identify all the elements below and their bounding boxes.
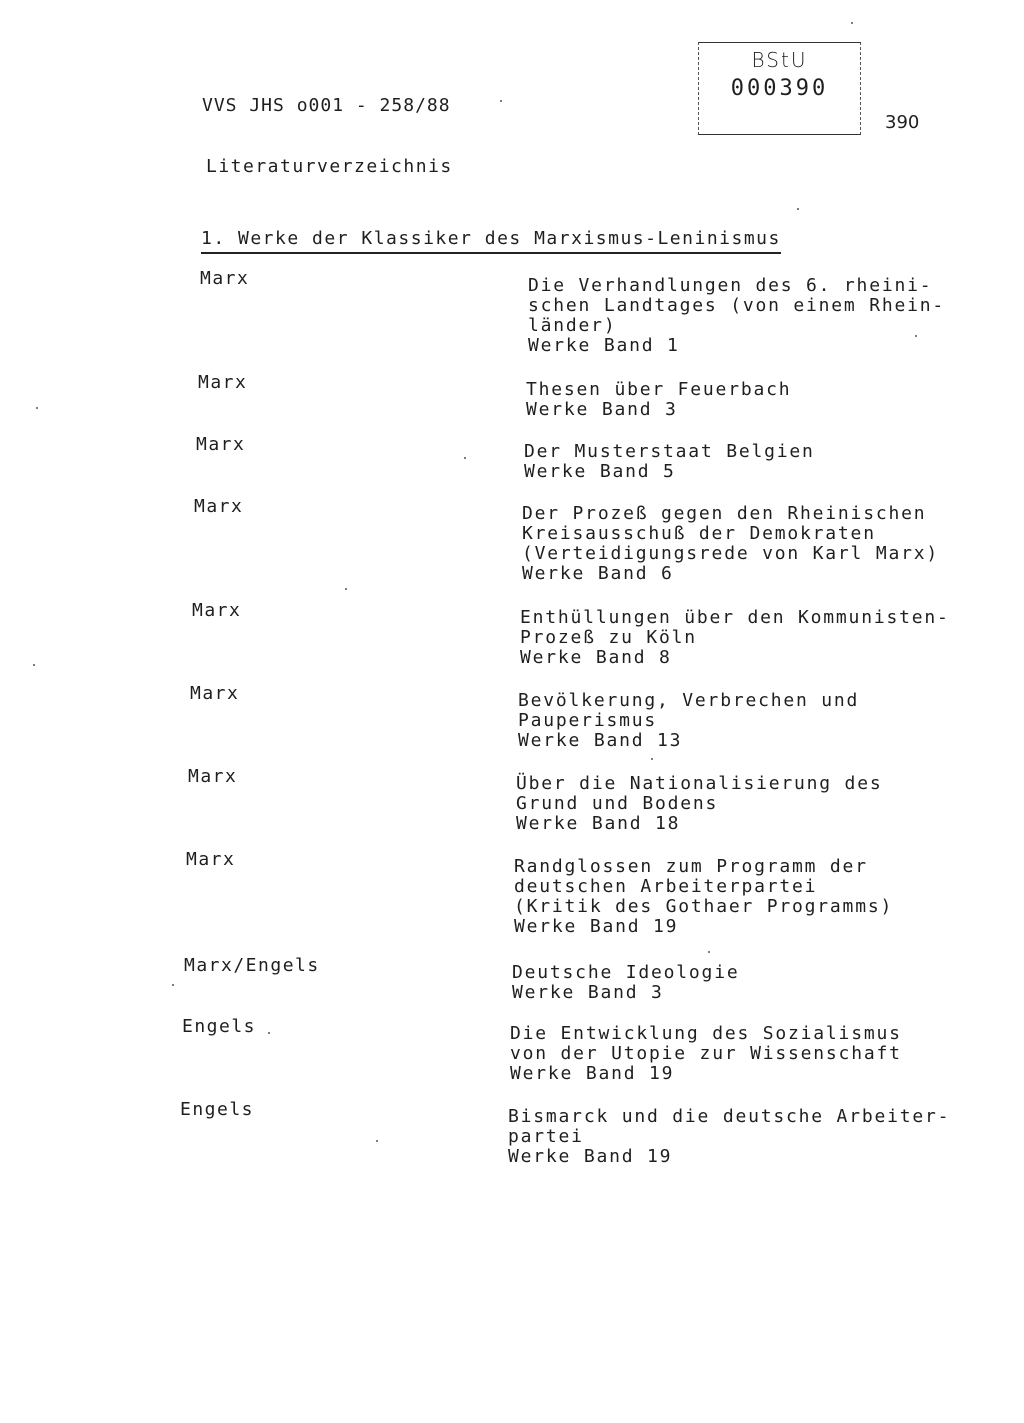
- scan-speck: [851, 22, 853, 24]
- section-heading: 1. Werke der Klassiker des Marxismus-Leninismus: [201, 228, 781, 254]
- archive-stamp: [698, 42, 861, 135]
- entry-title-line: partei: [508, 1126, 584, 1147]
- scan-speck: [915, 335, 917, 337]
- entry-title-line: Die Verhandlungen des 6. rheini-: [528, 275, 933, 296]
- entry-title-line: länder): [528, 315, 617, 336]
- scan-speck: [464, 457, 466, 459]
- entry-author: Marx: [186, 849, 236, 870]
- scan-speck: [268, 1032, 270, 1034]
- page-title: Literaturverzeichnis: [206, 156, 453, 177]
- entry-author: Marx: [192, 600, 242, 621]
- entry-volume: Werke Band 19: [508, 1146, 673, 1167]
- entry-author: Engels: [180, 1099, 255, 1120]
- entry-title-line: Kreisausschuß der Demokraten: [522, 523, 876, 544]
- stamp-agency: BStU: [751, 48, 808, 72]
- entry-work: [518, 691, 958, 751]
- entry-work: [510, 1024, 950, 1084]
- entry-title-line: Pauperismus: [518, 710, 658, 731]
- entry-title-line: Prozeß zu Köln: [520, 627, 697, 648]
- entry-title-line: schen Landtages (von einem Rhein-: [528, 295, 946, 316]
- scan-speck: [651, 758, 653, 760]
- entry-author: Engels: [182, 1016, 257, 1037]
- entry-title-line: von der Utopie zur Wissenschaft: [510, 1043, 902, 1064]
- entry-volume: Werke Band 5: [524, 461, 676, 482]
- page-number: 390: [885, 112, 920, 133]
- entry-title-line: Über die Nationalisierung des: [516, 773, 883, 794]
- entry-title-line: deutschen Arbeiterpartei: [514, 876, 818, 897]
- entry-title-line: Deutsche Ideologie: [512, 962, 740, 983]
- scan-speck: [797, 208, 799, 210]
- entry-title-line: Bismarck und die deutsche Arbeiter-: [508, 1106, 951, 1127]
- scan-speck: [172, 984, 174, 986]
- scan-speck: [345, 588, 347, 590]
- entry-volume: Werke Band 3: [512, 982, 664, 1003]
- entry-work: [514, 857, 954, 937]
- entry-author: Marx/Engels: [184, 955, 320, 976]
- entry-volume: Werke Band 6: [522, 563, 674, 584]
- entry-title-line: Randglossen zum Programm der: [514, 856, 868, 877]
- document-reference: VVS JHS o001 - 258/88: [202, 95, 451, 116]
- entry-title-line: Grund und Bodens: [516, 793, 719, 814]
- entry-title-line: (Verteidigungsrede von Karl Marx): [522, 543, 940, 564]
- entry-author: Marx: [188, 766, 238, 787]
- entry-author: Marx: [194, 496, 244, 517]
- entry-volume: Werke Band 8: [520, 647, 672, 668]
- entry-volume: Werke Band 19: [514, 916, 679, 937]
- entry-title-line: Der Musterstaat Belgien: [524, 441, 815, 462]
- entry-author: Marx: [190, 683, 240, 704]
- entry-volume: Werke Band 1: [528, 335, 680, 356]
- entry-author: Marx: [200, 268, 250, 289]
- entry-volume: Werke Band 18: [516, 813, 681, 834]
- entry-title-line: Die Entwicklung des Sozialismus: [510, 1023, 902, 1044]
- entry-work: [512, 963, 952, 1003]
- entry-work: [528, 276, 968, 356]
- scan-speck: [500, 100, 502, 102]
- entry-author: Marx: [198, 372, 248, 393]
- stamp-number: 000390: [730, 76, 829, 101]
- entry-title-line: (Kritik des Gothaer Programms): [514, 896, 894, 917]
- entry-volume: Werke Band 19: [510, 1063, 675, 1084]
- entry-volume: Werke Band 3: [526, 399, 678, 420]
- scan-speck: [708, 951, 710, 953]
- scan-speck: [36, 407, 38, 409]
- entry-work: [508, 1106, 951, 1167]
- entry-title-line: Enthüllungen über den Kommunisten-: [520, 607, 950, 628]
- entry-work: [516, 774, 956, 834]
- entry-title-line: Der Prozeß gegen den Rheinischen: [522, 503, 927, 524]
- entry-work: [520, 608, 960, 668]
- scan-speck: [376, 1140, 378, 1142]
- entry-work: [522, 504, 962, 584]
- entry-title-line: Bevölkerung, Verbrechen und: [518, 690, 860, 711]
- scan-speck: [33, 664, 35, 666]
- entry-author: Marx: [196, 434, 246, 455]
- entry-work: [524, 442, 964, 482]
- entry-title-line: Thesen über Feuerbach: [526, 379, 792, 400]
- entry-work: [526, 380, 966, 420]
- entry-volume: Werke Band 13: [518, 730, 683, 751]
